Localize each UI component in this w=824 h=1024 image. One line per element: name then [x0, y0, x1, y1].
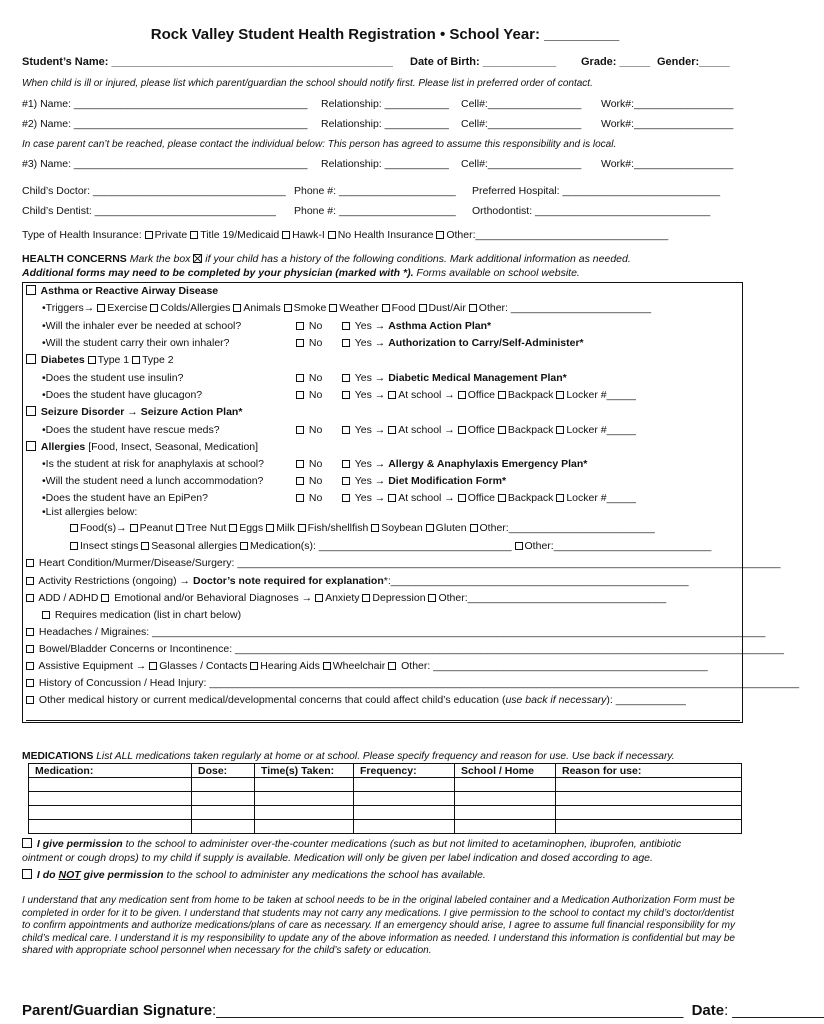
checkbox[interactable]: [26, 662, 34, 670]
checkbox[interactable]: [26, 645, 34, 653]
table-cell[interactable]: [192, 778, 255, 792]
contact-2-name[interactable]: #2) Name: ________________________________________: [22, 118, 308, 130]
checkbox[interactable]: [419, 304, 427, 312]
emergency-instruction: In case parent can’t be reached, please contact the individual below: This person has agreed to assume this responsibility and is local.: [22, 139, 617, 150]
other-history-field[interactable]: ): ____________: [606, 694, 686, 706]
gender-field[interactable]: Gender:_____: [657, 56, 730, 68]
checkbox[interactable]: [190, 231, 198, 239]
food-option: Fish/shellfish: [307, 522, 369, 534]
no-option: [296, 337, 322, 350]
contact-1-work[interactable]: Work#:_________________: [601, 98, 734, 110]
no-label: No: [308, 475, 323, 487]
checkbox[interactable]: [22, 838, 32, 848]
checkbox[interactable]: [296, 477, 304, 485]
checkbox[interactable]: [426, 524, 434, 532]
food-option: Peanut: [139, 522, 173, 534]
insurance-other[interactable]: Other:_________________________________: [446, 229, 669, 241]
office-label: Office: [467, 492, 495, 504]
hospital-field[interactable]: Preferred Hospital: ___________________________: [472, 185, 721, 197]
asthma-row: [26, 285, 218, 298]
give-permission-text: to the school to administer over-the-counter medications (such as but not limited to acetaminophen, ibuprofen, antibiotic: [125, 838, 682, 850]
table-cell[interactable]: [255, 792, 354, 806]
medications-heading: MEDICATIONS: [22, 751, 94, 762]
checkbox[interactable]: [342, 460, 350, 468]
checkbox[interactable]: [26, 594, 34, 602]
add-other-field[interactable]: Other:__________________________________: [438, 592, 667, 604]
add-adhd-label: ADD / ADHD: [38, 592, 99, 604]
table-cell[interactable]: [455, 778, 556, 792]
medication-allergy-field[interactable]: Medication(s): _________________________________: [250, 540, 512, 552]
column-header: Medication:: [29, 764, 192, 778]
additional-forms-rest: Forms available on school website.: [416, 267, 580, 279]
table-row: [29, 820, 742, 834]
seizure-title: Seizure Disorder → Seizure Action Plan*: [40, 406, 243, 418]
give-permission-row: [22, 838, 681, 851]
table-cell[interactable]: [455, 792, 556, 806]
no-option: [296, 458, 322, 471]
table-cell[interactable]: [29, 792, 192, 806]
no-label: No: [308, 424, 323, 436]
food-option: Soybean: [381, 522, 423, 534]
asthma-q1: •Will the inhaler ever be needed at school?: [42, 320, 242, 332]
checkbox[interactable]: [515, 542, 523, 550]
checkbox[interactable]: [250, 662, 258, 670]
checkbox[interactable]: [26, 354, 36, 364]
checkbox[interactable]: [371, 524, 379, 532]
headaches-field[interactable]: Headaches / Migraines: _________________________________________________________________________________________________________: [38, 626, 766, 638]
checkbox[interactable]: [26, 559, 34, 567]
no-label: No: [308, 337, 323, 349]
checkbox[interactable]: [388, 426, 396, 434]
checkbox[interactable]: [342, 322, 350, 330]
contact-2-cell[interactable]: Cell#:________________: [461, 118, 582, 130]
signature-field[interactable]: :________________________________________________________: [212, 1002, 684, 1019]
table-cell[interactable]: [192, 806, 255, 820]
table-cell[interactable]: [255, 820, 354, 834]
date-field[interactable]: : ___________: [724, 1002, 824, 1019]
diabetes-row: [26, 354, 174, 367]
checked-box-icon: [193, 254, 202, 263]
diabetic-plan: Diabetic Medical Management Plan*: [388, 372, 567, 384]
table-cell[interactable]: [29, 820, 192, 834]
no-label: No: [308, 458, 323, 470]
yes-option: [342, 389, 636, 402]
checkbox[interactable]: [342, 494, 350, 502]
contact-2-relationship[interactable]: Relationship: ___________: [321, 118, 449, 130]
contact-1-cell[interactable]: Cell#:________________: [461, 98, 582, 110]
checkbox[interactable]: [498, 391, 506, 399]
checkbox[interactable]: [229, 524, 237, 532]
checkbox[interactable]: [382, 304, 390, 312]
checkbox[interactable]: [388, 494, 396, 502]
checkbox[interactable]: [296, 374, 304, 382]
deny-permission-row: [22, 869, 486, 882]
checkbox[interactable]: [296, 391, 304, 399]
insurance-medicaid: Title 19/Medicaid: [200, 229, 280, 241]
student-name-field[interactable]: Student’s Name: ______________________________________________: [22, 56, 393, 68]
other-allergy-row: [70, 540, 711, 553]
food-option: Tree Nut: [185, 522, 227, 534]
yes-label: Yes →: [354, 492, 386, 504]
backpack-label: Backpack: [507, 492, 554, 504]
insurance-hawki: Hawk-I: [292, 229, 325, 241]
checkbox[interactable]: [470, 524, 478, 532]
checkbox[interactable]: [556, 426, 564, 434]
assistive-other[interactable]: Other: _______________________________________________: [401, 660, 708, 672]
other-history-row: [26, 694, 686, 707]
yes-label: Yes →: [354, 424, 386, 436]
yes-option: [342, 320, 491, 333]
insurance-row: [22, 229, 668, 242]
table-cell[interactable]: [192, 792, 255, 806]
diabetes-type: Type 2: [142, 354, 174, 366]
no-option: [296, 475, 322, 488]
allergies-q1: •Is the student at risk for anaphylaxis at school?: [42, 458, 264, 470]
use-back-note: use back if necessary: [505, 694, 607, 706]
checkbox[interactable]: [26, 577, 34, 585]
checkbox[interactable]: [26, 628, 34, 636]
checkbox[interactable]: [296, 426, 304, 434]
checkbox[interactable]: [42, 611, 50, 619]
office-label: Office: [467, 424, 495, 436]
checkbox[interactable]: [342, 374, 350, 382]
checkbox[interactable]: [233, 304, 241, 312]
yes-label: Yes →: [354, 458, 386, 470]
headaches-row: [26, 626, 765, 639]
asthma-triggers-row: [42, 302, 651, 315]
checkbox[interactable]: [284, 304, 292, 312]
allergies-subtitle: [Food, Insect, Seasonal, Medication]: [88, 441, 259, 453]
dob-field[interactable]: Date of Birth: ____________: [410, 56, 557, 68]
allergy-other[interactable]: Other:___________________________: [524, 540, 712, 552]
allergy-option: Insect stings: [80, 540, 139, 552]
table-cell[interactable]: [29, 806, 192, 820]
locker-label[interactable]: Locker #_____: [566, 424, 636, 436]
requires-med-row: [42, 609, 241, 622]
checkbox[interactable]: [141, 542, 149, 550]
checkbox[interactable]: [388, 391, 396, 399]
diet-modification-form: Diet Modification Form*: [388, 475, 507, 487]
triggers-label: •Triggers→: [42, 302, 95, 314]
yes-label: Yes →: [354, 475, 386, 487]
doctor-note-required: Doctor’s note required for explanation: [192, 575, 384, 587]
table-cell[interactable]: [556, 820, 742, 834]
contact-3-name[interactable]: #3) Name: ________________________________________: [22, 158, 308, 170]
backpack-label: Backpack: [507, 389, 554, 401]
food-option: Milk: [276, 522, 295, 534]
activity-label: Activity Restrictions (ongoing) →: [38, 575, 191, 587]
checkbox[interactable]: [329, 304, 337, 312]
dentist-field[interactable]: Child’s Dentist: _______________________________: [22, 205, 276, 217]
assistive-option: Wheelchair: [332, 660, 386, 672]
seizure-q1: •Does the student have rescue meds?: [42, 424, 220, 436]
yes-label: Yes →: [354, 389, 386, 401]
heart-row: [26, 557, 780, 570]
no-option: [296, 320, 322, 333]
no-label: No: [308, 372, 323, 384]
at-school-label: At school →: [398, 424, 455, 436]
no-option: [296, 492, 322, 505]
no-option: [296, 372, 322, 385]
checkbox[interactable]: [342, 339, 350, 347]
trigger-option: Exercise: [107, 302, 148, 314]
assistive-option: Glasses / Contacts: [159, 660, 248, 672]
diabetes-type: Type 1: [97, 354, 130, 366]
deny-label: give permission: [83, 869, 164, 881]
diabetes-q1: •Does the student use insulin?: [42, 372, 184, 384]
yes-option: [342, 372, 567, 385]
yes-option: [342, 475, 506, 488]
insurance-label: Type of Health Insurance:: [22, 229, 142, 241]
deny-permission-text: to the school to administer any medications the school has available.: [166, 869, 486, 881]
checkbox[interactable]: [315, 594, 323, 602]
give-permission-text-2: ointment or cough drops) to my child if supply is available. Medication will only be given per label indication and dosed according to age.: [22, 852, 653, 864]
checkbox[interactable]: [266, 524, 274, 532]
trigger-option: Colds/Allergies: [160, 302, 231, 314]
table-cell[interactable]: [29, 778, 192, 792]
understanding-paragraph: I understand that any medication sent from home to be taken at school needs to be in the original labeled container and a Medication Authorization Form must be completed in order for it to be given. I understand that students may not carry any medications. I give permission to the school to contact my child’s doctor/dentist to confirm appointments and authorize medications/plans of care as necessary. If an emergency should arise, I agree to assume full financial responsibility for my child’s medical care. I understand it is my responsibility to update any of the above information as needed. I understand this information is confidential but may be shared with appropriate school personnel when necessary for the child’s safety or education.: [22, 895, 735, 957]
assistive-option: Hearing Aids: [260, 660, 320, 672]
bowel-row: [26, 643, 784, 656]
asthma-action-plan: Asthma Action Plan*: [388, 320, 492, 332]
table-cell[interactable]: [354, 806, 455, 820]
table-cell[interactable]: [455, 820, 556, 834]
checkbox[interactable]: [130, 524, 138, 532]
checkbox[interactable]: [26, 696, 34, 704]
trigger-option: Dust/Air: [428, 302, 466, 314]
checkbox[interactable]: [149, 662, 157, 670]
backpack-label: Backpack: [507, 424, 554, 436]
yes-option: [342, 492, 636, 505]
yes-label: Yes →: [354, 337, 386, 349]
additional-forms-line: [22, 267, 580, 280]
checkbox[interactable]: [388, 662, 396, 670]
trigger-option: Smoke: [293, 302, 327, 314]
food-allergy-row: [70, 522, 655, 535]
checkbox[interactable]: [469, 304, 477, 312]
column-header: Time(s) Taken:: [255, 764, 354, 778]
checkbox[interactable]: [296, 322, 304, 330]
checkbox[interactable]: [132, 356, 140, 364]
checkbox[interactable]: [498, 494, 506, 502]
contact-3-relationship[interactable]: Relationship: ___________: [321, 158, 449, 170]
table-row: [29, 806, 742, 820]
asthma-title: Asthma or Reactive Airway Disease: [40, 285, 219, 297]
add-adhd-row: [26, 592, 666, 605]
allergies-q2: •Will the student need a lunch accommodation?: [42, 475, 264, 487]
at-school-label: At school →: [398, 492, 455, 504]
medications-heading-line: [22, 750, 675, 763]
food-label: Food(s)→: [80, 522, 127, 534]
checkbox[interactable]: [556, 494, 564, 502]
trigger-option: Weather: [339, 302, 379, 314]
table-cell[interactable]: [192, 820, 255, 834]
assistive-label: Assistive Equipment →: [38, 660, 147, 672]
emotional-label: Emotional and/or Behavioral Diagnoses →: [114, 592, 313, 604]
checkbox[interactable]: [498, 426, 506, 434]
food-option: Gluten: [435, 522, 467, 534]
checkbox[interactable]: [458, 426, 466, 434]
checkbox[interactable]: [342, 477, 350, 485]
checkbox[interactable]: [70, 524, 78, 532]
contact-1-name[interactable]: #1) Name: ________________________________________: [22, 98, 308, 110]
assistive-row: [26, 660, 708, 673]
checkbox[interactable]: [88, 356, 96, 364]
table-cell[interactable]: [255, 806, 354, 820]
orthodontist-field[interactable]: Orthodontist: ______________________________: [472, 205, 711, 217]
checkbox[interactable]: [70, 542, 78, 550]
dentist-phone-field[interactable]: Phone #: ____________________: [294, 205, 456, 217]
allergy-option: Seasonal allergies: [151, 540, 238, 552]
concussion-field[interactable]: History of Concussion / Head Injury: _____________________________________________________________________________________________________: [38, 677, 800, 689]
table-cell[interactable]: [556, 792, 742, 806]
checkbox[interactable]: [101, 594, 109, 602]
table-cell[interactable]: [354, 778, 455, 792]
signature-label: Parent/Guardian Signature: [22, 1002, 213, 1019]
locker-label[interactable]: Locker #_____: [566, 492, 636, 504]
table-row: [29, 792, 742, 806]
contact-3-work[interactable]: Work#:_________________: [601, 158, 734, 170]
office-label: Office: [467, 389, 495, 401]
medications-table: [28, 763, 742, 834]
doctor-field[interactable]: Child’s Doctor: _________________________________: [22, 185, 286, 197]
column-header: Dose:: [192, 764, 255, 778]
date-label: Date: [691, 1002, 725, 1019]
trigger-other[interactable]: Other: ________________________: [478, 302, 652, 314]
deny-not: NOT: [58, 869, 81, 881]
other-history-line[interactable]: [26, 720, 740, 721]
diabetes-q2: •Does the student have glucagon?: [42, 389, 203, 401]
food-other[interactable]: Other:_________________________: [479, 522, 655, 534]
activity-row: [26, 575, 689, 588]
give-permission-label: I give permission: [36, 838, 123, 850]
checkbox[interactable]: [26, 441, 36, 451]
column-header: Reason for use:: [556, 764, 742, 778]
checkbox[interactable]: [26, 285, 36, 295]
doctor-phone-field[interactable]: Phone #: ____________________: [294, 185, 456, 197]
health-concerns-heading: HEALTH CONCERNS: [22, 253, 127, 265]
checkbox[interactable]: [362, 594, 370, 602]
activity-field[interactable]: *:___________________________________________________: [383, 575, 689, 587]
food-option: Eggs: [239, 522, 264, 534]
checkbox[interactable]: [145, 231, 153, 239]
yes-label: Yes →: [354, 320, 386, 332]
checkbox[interactable]: [150, 304, 158, 312]
locker-label[interactable]: Locker #_____: [566, 389, 636, 401]
table-cell[interactable]: [255, 778, 354, 792]
allergies-title: Allergies: [40, 441, 86, 453]
page-title: Rock Valley Student Health Registration • School Year: _________: [150, 26, 620, 43]
seizure-row: [26, 406, 242, 419]
checkbox[interactable]: [436, 231, 444, 239]
checkbox[interactable]: [342, 426, 350, 434]
yes-option: [342, 337, 584, 350]
trigger-option: Food: [391, 302, 416, 314]
instruction-text: if your child has a history of the following conditions. Mark additional information as needed.: [205, 253, 631, 265]
table-cell[interactable]: [556, 806, 742, 820]
no-option: [296, 389, 322, 402]
bowel-field[interactable]: Bowel/Bladder Concerns or Incontinence: ______________________________________________________________________________________________: [38, 643, 784, 655]
checkbox[interactable]: [328, 231, 336, 239]
trigger-option: Animals: [243, 302, 281, 314]
yes-option: [342, 424, 636, 437]
checkbox[interactable]: [428, 594, 436, 602]
no-label: No: [308, 492, 323, 504]
anxiety-label: Anxiety: [325, 592, 360, 604]
checkbox[interactable]: [240, 542, 248, 550]
insurance-none: No Health Insurance: [337, 229, 434, 241]
checkbox[interactable]: [342, 391, 350, 399]
instruction-text: Mark the box: [129, 253, 191, 265]
other-history-label: Other medical history or current medical/developmental concerns that could affect child’s education (: [38, 694, 506, 706]
checkbox[interactable]: [22, 869, 32, 879]
table-cell[interactable]: [354, 820, 455, 834]
contact-2-work[interactable]: Work#:_________________: [601, 118, 734, 130]
checkbox[interactable]: [176, 524, 184, 532]
table-row: [29, 778, 742, 792]
allergies-q3: •Does the student have an EpiPen?: [42, 492, 208, 504]
asthma-q2: •Will the student carry their own inhaler?: [42, 337, 230, 349]
table-cell[interactable]: [354, 792, 455, 806]
anaphylaxis-plan: Allergy & Anaphylaxis Emergency Plan*: [388, 458, 588, 470]
no-label: No: [308, 389, 323, 401]
checkbox[interactable]: [296, 460, 304, 468]
depression-label: Depression: [372, 592, 426, 604]
allergy-list-label: •List allergies below:: [42, 506, 138, 518]
checkbox[interactable]: [26, 406, 36, 416]
checkbox[interactable]: [296, 494, 304, 502]
notify-instruction: When child is ill or injured, please list which parent/guardian the school should notify first. Please list in preferred order of contact.: [22, 78, 593, 89]
allergies-row: [26, 441, 258, 454]
checkbox[interactable]: [323, 662, 331, 670]
concussion-row: [26, 677, 799, 690]
checkbox[interactable]: [458, 391, 466, 399]
yes-option: [342, 458, 587, 471]
contact-3-cell[interactable]: Cell#:________________: [461, 158, 582, 170]
medications-instruction: List ALL medications taken regularly at home or at school. Please specify frequency and reason for use. Use back if necessary.: [96, 751, 675, 762]
checkbox[interactable]: [26, 679, 34, 687]
yes-label: Yes →: [354, 372, 386, 384]
grade-field[interactable]: Grade: _____: [581, 56, 651, 68]
table-header-row: [29, 764, 742, 778]
deny-label: I do: [36, 869, 56, 881]
at-school-label: At school →: [398, 389, 455, 401]
signature-row: [22, 1002, 824, 1019]
checkbox[interactable]: [97, 304, 105, 312]
contact-1-relationship[interactable]: Relationship: ___________: [321, 98, 449, 110]
column-header: School / Home: [455, 764, 556, 778]
no-option: [296, 424, 322, 437]
checkbox[interactable]: [296, 339, 304, 347]
requires-med-label: Requires medication (list in chart below): [54, 609, 242, 621]
self-administer-authorization: Authorization to Carry/Self-Administer*: [388, 337, 584, 349]
insurance-private: Private: [154, 229, 188, 241]
health-concerns-heading-line: [22, 253, 631, 266]
checkbox[interactable]: [556, 391, 564, 399]
heart-condition-field[interactable]: Heart Condition/Murmer/Disease/Surgery: _____________________________________________________________________________________________: [38, 557, 781, 569]
additional-forms-bold: Additional forms may need to be completed by your physician (marked with *).: [22, 267, 414, 279]
column-header: Frequency:: [354, 764, 455, 778]
checkbox[interactable]: [458, 494, 466, 502]
checkbox[interactable]: [282, 231, 290, 239]
diabetes-title: Diabetes: [40, 354, 85, 366]
checkbox[interactable]: [298, 524, 306, 532]
table-cell[interactable]: [455, 806, 556, 820]
no-label: No: [308, 320, 323, 332]
table-cell[interactable]: [556, 778, 742, 792]
